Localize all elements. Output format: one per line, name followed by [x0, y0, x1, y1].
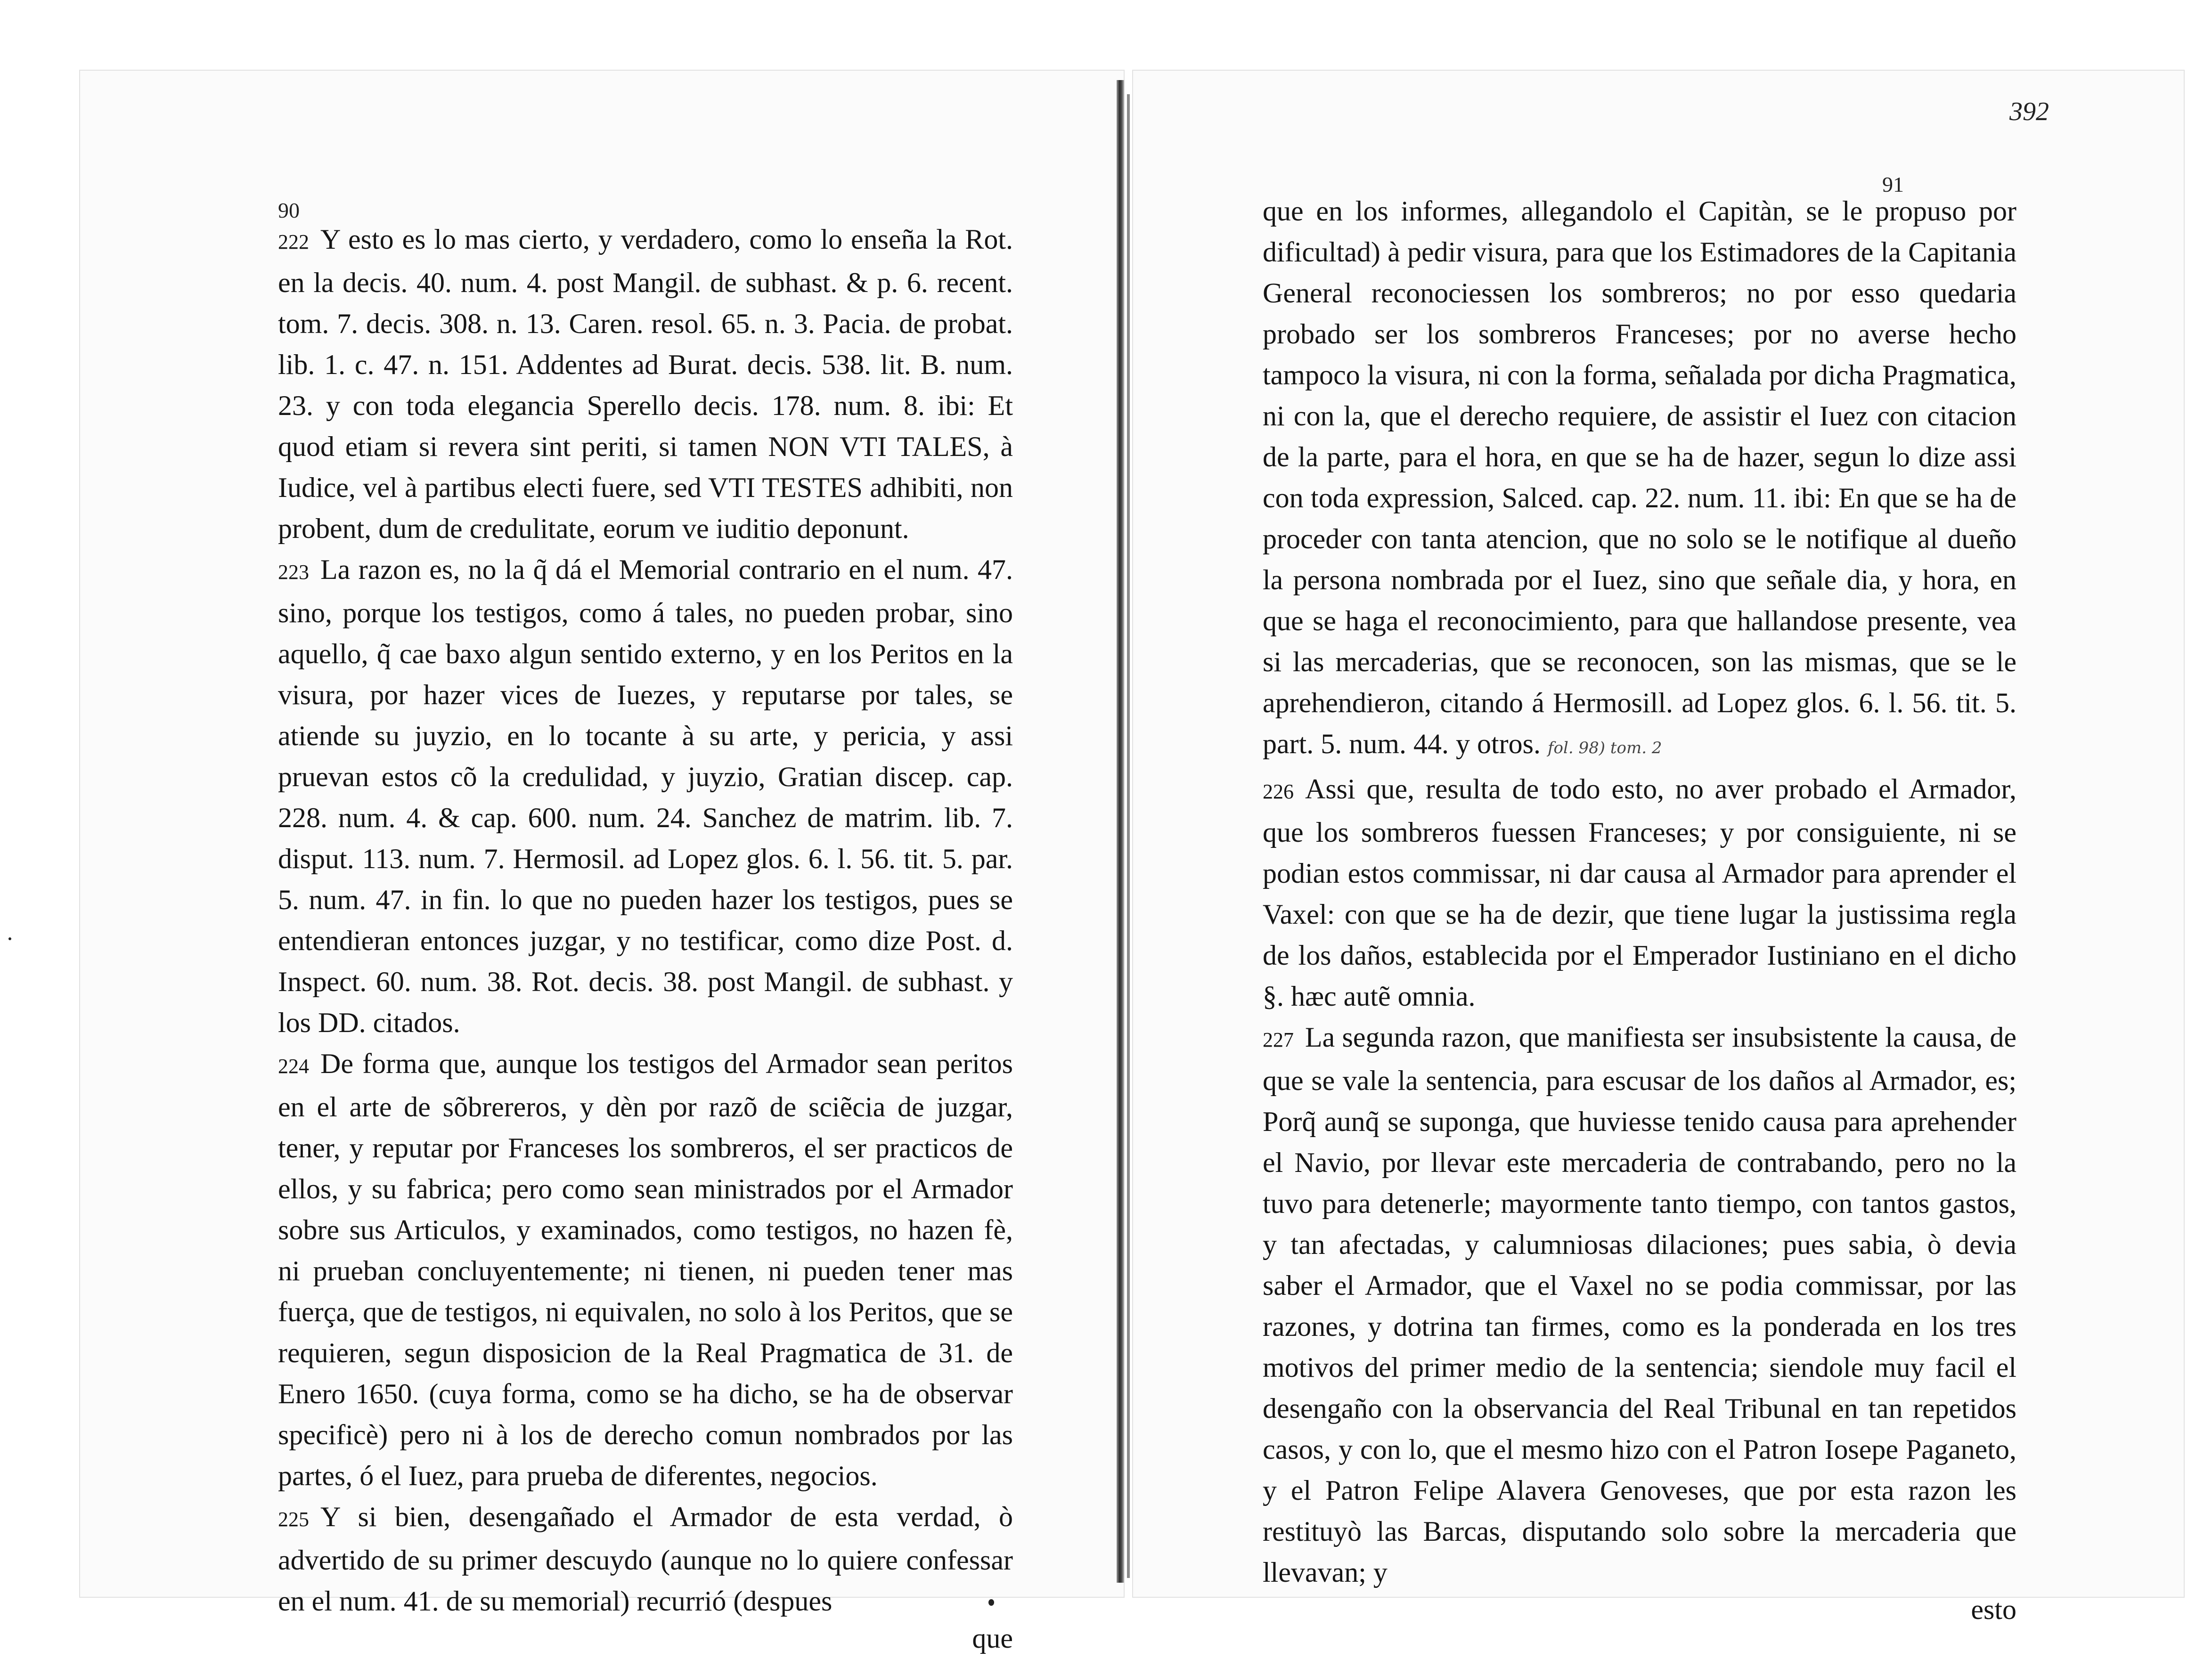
paragraph-text: La razon es, no la q̃ dá el Memorial contrario en el num. 47. sino, porque los testigos, como á tales, no pueden probar, sino aquello, q̃ cae baxo algun sentido externo, y en los Peritos en la visura, por hazer vices de Iuezes, y reputarse por tales, se atiende su juyzio, en lo tocante à su arte, y pericia, y assi pruevan estos cõ la credulidad, y juyzio, Gratian discep. cap. 228. num. 4. & cap. 600. num. 24. Sanchez de matrim. lib. 7. disput. 113. num. 7. Hermosil. ad Lopez glos. 6. l. 56. tit. 5. par. 5. num. 47. in fin. lo que no pueden hazer los testigos, pues se entendieran entonces juzgar, y no testificar, como dize Post. d. Inspect. 60. num. 38. Rot. decis. 38. post Mangil. de subhast. y los DD. citados. — [278, 554, 1013, 1038]
paragraph-223 — [278, 549, 1013, 1043]
ink-speck — [988, 1599, 994, 1606]
paragraph-text: Y si bien, desengañado el Armador de esta verdad, ò advertido de su primer descuydo (aunque no lo quiere confessar en el num. 41. de su memorial) recurrió (despues — [278, 1501, 1013, 1617]
folio-number-handwritten: 392 — [2009, 97, 2049, 126]
left-page — [80, 71, 1124, 1654]
paragraph-text: que en los informes, allegandolo el Capitàn, se le propuso por dificultad) à pedir visura, para que los Estimadores de la Capitania General reconociessen los sombreros; no por esso quedaria probado ser los sombreros Franceses; por no averse hecho tampoco la visura, ni con la forma, señalada por dicha Pragmatica, ni con la, que el derecho requiere, de assistir el Iuez con citacion de la parte, para el hora, en que se ha de hazer, segun lo dize assi con toda expression, Salced. cap. 22. num. 11. ibi: En que se ha de proceder con tanta atencion, que no solo se le notifique al dueño la persona nombrada por el Iuez, sino que señale dia, y hora, en que se haga el reconocimiento, para que hallandose presente, vea si las mercaderias, que se reconocen, son las mismas, que se le aprehendieron, citando á Hermosill. ad Lopez glos. 6. l. 56. tit. 5. part. 5. num. 44. y otros. — [1263, 195, 2016, 759]
paragraph-text: Y esto es lo mas cierto, y verdadero, como lo enseña la Rot. en la decis. 40. num. 4. post Mangil. de subhast. & p. 6. recent. tom. 7. decis. 308. n. 13. Caren. resol. 65. n. 3. Pacia. de probat. lib. 1. c. 47. n. 151. Addentes ad Burat. decis. 538. lit. B. num. 23. y con toda elegancia Sperello decis. 178. num. 8. ibi: Et quod etiam si revera sint periti, si tamen NON VTI TALES, à Iudice, vel à partibus electi fuere, sed VTI TESTES adhibiti, non probent, dum de credulitate, eorum ve iuditio deponunt. — [278, 224, 1013, 544]
paragraph-number: 222 — [278, 230, 309, 253]
margin-note-handwritten: fol. 98) tom. 2 — [1547, 739, 1662, 757]
paragraph-number: 223 — [278, 561, 309, 584]
left-text-column — [278, 219, 1013, 1659]
paragraph-number: 227 — [1263, 1028, 1294, 1051]
catchword-right: esto — [1971, 1594, 2016, 1625]
book-gutter-shadow — [1127, 94, 1130, 1578]
catchword-left: que — [972, 1623, 1013, 1654]
paragraph-224 — [278, 1043, 1013, 1496]
ink-speck — [8, 937, 11, 940]
paragraph-text: Assi que, resulta de todo esto, no aver probado el Armador, que los sombreros fuessen Franceses; y por consiguiente, ni se podian estos commissar, ni dar causa al Armador para aprender el Vaxel: con que se ha de dezir, que tiene lugar la justissima regla de los daños, establecida por el Emperador Iustiniano en el dicho §. hæc autẽ omnia. — [1263, 773, 2016, 1012]
book-gutter — [1117, 80, 1124, 1583]
paragraph-continuation — [1263, 191, 2016, 769]
paragraph-text: La segunda razon, que manifiesta ser insubsistente la causa, de que se vale la sentencia, para escusar de los daños al Armador, es; Porq̃ aunq̃ se suponga, que huviesse tenido causa para aprehender el Navio, por llevar este mercaderia de contrabando, pero no la tuvo para detenerle; mayormente tanto tiempo, con tantos gastos, y tan afectadas, y calumniosas dilaciones; pues sabia, ò devia saber el Armador, que el Vaxel no se podia commissar, por las razones, y dotrina tan firmes, como es la ponderada en los tres motivos del primer medio de la sentencia; siendole muy facil el desengaño con la observancia del Real Tribunal en tan repetidos casos, y con lo, que el mesmo hizo con el Patron Iosepe Paganeto, y el Patron Felipe Alavera Genoveses, que por esta razon les restituyò las Barcas, disputando solo sobre la mercaderia que llevavan; y — [1263, 1022, 2016, 1588]
paragraph-text: De forma que, aunque los testigos del Armador sean peritos en el arte de sõbrereros, y dèn por razõ de sciẽcia de juzgar, tener, y reputar por Franceses los sombreros, el ser practicos de ellos, y su fabrica; pero como sean ministrados por el Armador sobre sus Articulos, y examinados, como testigos, no hazen fè, ni prueban concluyentemente; ni tienen, ni pueden tener mas fuerça, que de testigos, ni equivalen, no solo à los Peritos, que se requieren, segun disposicion de la Real Pragmatica de 31. de Enero 1650. (cuya forma, como se ha dicho, se ha de observar specificè) pero ni à los de derecho comun nombrados por las partes, ó el Iuez, para prueba de diferentes, negocios. — [278, 1048, 1013, 1491]
paragraph-number: 224 — [278, 1055, 309, 1078]
paragraph-226 — [1263, 769, 2016, 1017]
paragraph-number: 226 — [1263, 780, 1294, 803]
paragraph-222 — [278, 219, 1013, 549]
paragraph-225 — [278, 1496, 1013, 1622]
paragraph-number: 225 — [278, 1508, 309, 1531]
page-number-left: 90 — [278, 198, 300, 222]
right-page — [1133, 71, 2184, 1625]
paragraph-227 — [1263, 1017, 2016, 1593]
page-number-right: 91 — [1882, 172, 1904, 196]
right-text-column — [1263, 191, 2016, 1630]
